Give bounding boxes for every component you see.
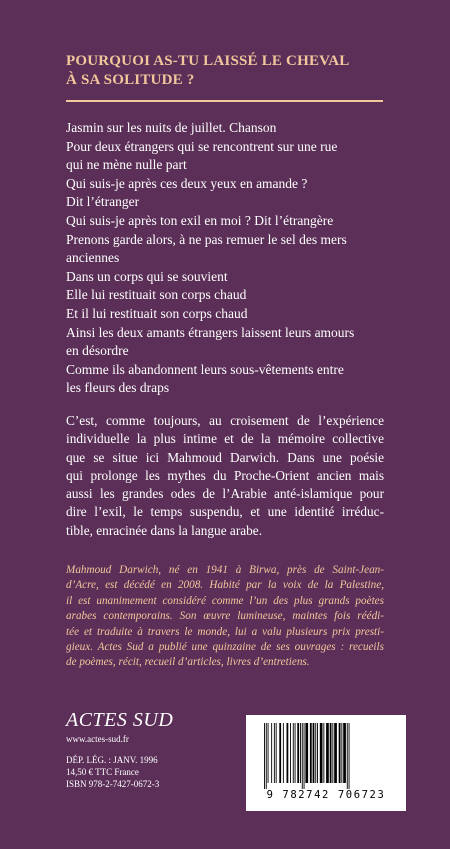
poem-line: Et il lui restituait son corps chaud (66, 305, 248, 321)
book-title (66, 52, 396, 90)
poem-line: Comme ils abandonnent leurs sous-vêtements entre (66, 361, 344, 377)
description-line: tible, enracinée dans la langue arabe. (66, 522, 263, 538)
barcode-bar (295, 723, 296, 783)
description-line: aussi les grandes odes de l’Arabie anté-islamique pour (66, 486, 384, 502)
barcode-bar (293, 723, 294, 783)
barcode-bar (330, 723, 332, 783)
poem-excerpt (66, 119, 391, 398)
barcode-bar (302, 723, 303, 789)
barcode-bar (279, 723, 281, 783)
barcode-bar (341, 723, 342, 783)
barcode-bar (304, 723, 305, 789)
barcode-bar (300, 723, 301, 783)
barcode-bar (290, 723, 291, 783)
barcode-bar (326, 723, 329, 783)
barcode-bar (266, 723, 267, 789)
barcode-bars (258, 723, 394, 789)
barcode-bar (315, 723, 316, 783)
barcode-bar (276, 723, 277, 783)
barcode-bar (305, 723, 308, 783)
poem-line: en désordre (66, 343, 129, 359)
barcode-bar (323, 723, 324, 783)
legal-deposit: DÉP. LÉG. : JANV. 1996 (66, 755, 158, 765)
barcode-bar (343, 723, 346, 783)
bio-line: de poèmes, récit, recueil d’articles, livres d’entretiens. (66, 656, 310, 669)
title-line-2: À SA SOLITUDE ? (66, 72, 195, 88)
barcode-digits: 9 782742 706723 (266, 789, 386, 801)
barcode-bar (297, 723, 299, 783)
barcode-bar (287, 723, 289, 783)
legal-info (66, 754, 159, 790)
description-line: dire l’exil, le temps suspendu, et une identité irréduc- (66, 504, 384, 520)
barcode-bar (320, 723, 323, 783)
barcode-bar (274, 723, 275, 783)
description-line: qui prolonge les mythes du Proche-Orient ancien mais (66, 467, 384, 483)
publisher-website[interactable]: www.actes-sud.fr (66, 734, 129, 744)
barcode-bar (283, 723, 284, 783)
poem-line: les fleurs des draps (66, 380, 170, 396)
barcode-bar (268, 723, 269, 783)
barcode-bar (349, 723, 350, 789)
description-line: individuelle la plus intime et de la mémoire collective (66, 431, 384, 447)
poem-line: Dit l’étranger (66, 194, 140, 210)
barcode-bar (313, 723, 315, 783)
barcode-bar (334, 723, 337, 783)
title-divider (66, 100, 383, 102)
isbn: ISBN 978-2-7427-0672-3 (66, 779, 160, 789)
barcode-bar (347, 723, 348, 789)
bio-line: gieux. Actes Sud a publié une quinzaine de ses ouvrages : recueils (66, 641, 384, 654)
poem-line: Qui suis-je après ton exil en moi ? Dit l’étrangère (66, 212, 334, 228)
poem-line: Dans un corps qui se souvient (66, 268, 228, 284)
book-description (66, 412, 384, 540)
bio-line: il est unanimement considéré comme l’un des plus grands poètes (66, 594, 384, 607)
poem-line: Qui suis-je après ces deux yeux en amande ? (66, 175, 308, 191)
publisher-logo: ACTES SUD (66, 709, 174, 731)
barcode-bar (264, 723, 265, 789)
bio-line: tée et traduite à travers le monde, lui a valu plusieurs prix presti- (66, 625, 384, 638)
price: 14,50 € TTC France (66, 767, 139, 777)
poem-line: Elle lui restituait son corps chaud (66, 287, 247, 303)
poem-line: anciennes (66, 250, 120, 266)
poem-line: Pour deux étrangers qui se rencontrent sur une rue (66, 138, 338, 154)
barcode (246, 715, 406, 811)
poem-line: Jasmin sur les nuits de juillet. Chanson (66, 120, 277, 135)
barcode-bar (271, 723, 272, 783)
bio-line: Mahmoud Darwich, né en 1941 à Birwa, près de Saint-Jean- (66, 564, 384, 576)
poem-line: Ainsi les deux amants étrangers laissent leurs amours (66, 324, 355, 340)
poem-line: Prenons garde alors, à ne pas remuer le sel des mers (66, 231, 347, 247)
description-line: C’est, comme toujours, au croisement de l’expérience (66, 413, 384, 428)
bio-line: arabes contemporains. Son œuvre lumineuse, maintes fois réédi- (66, 610, 384, 623)
poem-line: qui ne mène nulle part (66, 157, 187, 173)
description-line: que se situe ici Mahmoud Darwich. Dans une poésie (66, 449, 384, 465)
barcode-bar (310, 723, 312, 783)
barcode-bar (332, 723, 333, 783)
barcode-bar (339, 723, 341, 783)
author-bio (66, 563, 384, 671)
barcode-bar (317, 723, 318, 783)
title-line-1: POURQUOI AS-TU LAISSÉ LE CHEVAL (66, 53, 350, 69)
bio-line: d’Acre, est décédé en 2008. Habité par la voix de la Palestine, (66, 579, 384, 592)
